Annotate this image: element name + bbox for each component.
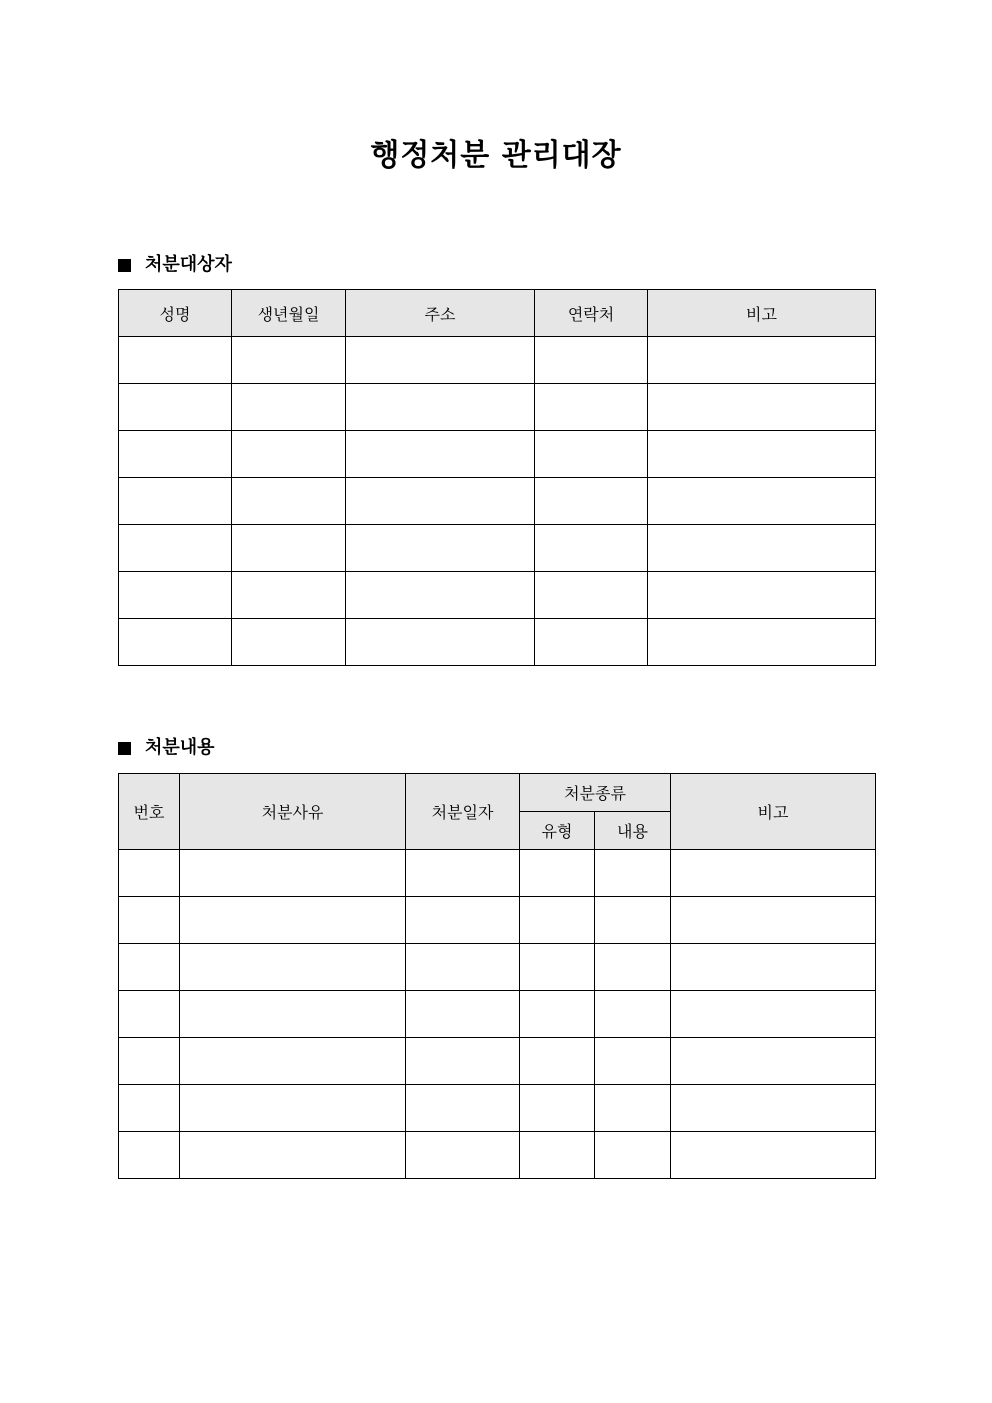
column-header-birthdate: 생년월일 (232, 290, 346, 337)
table-cell[interactable] (595, 991, 671, 1038)
table-cell[interactable] (595, 1132, 671, 1179)
table-row (119, 572, 876, 619)
column-header-name: 성명 (119, 290, 232, 337)
table-cell[interactable] (119, 1085, 180, 1132)
table-cell[interactable] (520, 1085, 595, 1132)
table-cell[interactable] (119, 944, 180, 991)
table-cell[interactable] (346, 619, 535, 666)
table-cell[interactable] (535, 478, 648, 525)
table-cell[interactable] (119, 1038, 180, 1085)
table-cell[interactable] (232, 478, 346, 525)
table-cell[interactable] (648, 337, 876, 384)
table-cell[interactable] (346, 525, 535, 572)
table-row (119, 619, 876, 666)
table-row (119, 431, 876, 478)
table-cell[interactable] (232, 431, 346, 478)
table-cell[interactable] (119, 1132, 180, 1179)
table-cell[interactable] (520, 944, 595, 991)
table-cell[interactable] (595, 1038, 671, 1085)
table-cell[interactable] (119, 619, 232, 666)
table-cell[interactable] (535, 384, 648, 431)
table-cell[interactable] (595, 1085, 671, 1132)
table-row (119, 897, 876, 944)
table-cell[interactable] (232, 384, 346, 431)
table-cell[interactable] (648, 431, 876, 478)
table-cell[interactable] (406, 897, 520, 944)
square-bullet-icon (118, 742, 131, 755)
table-cell[interactable] (406, 850, 520, 897)
table-cell[interactable] (119, 897, 180, 944)
column-header-kind-detail: 내용 (595, 812, 671, 850)
table-cell[interactable] (180, 850, 406, 897)
table-cell[interactable] (180, 991, 406, 1038)
table-cell[interactable] (535, 619, 648, 666)
table-row (119, 944, 876, 991)
table-row (119, 991, 876, 1038)
table-cell[interactable] (180, 944, 406, 991)
table-row (119, 1132, 876, 1179)
section-heading-subjects (118, 253, 232, 277)
column-header-address: 주소 (346, 290, 535, 337)
table-cell[interactable] (119, 572, 232, 619)
table-cell[interactable] (406, 991, 520, 1038)
table-cell[interactable] (520, 850, 595, 897)
table-cell[interactable] (535, 572, 648, 619)
table-row (119, 1038, 876, 1085)
table-header-row (119, 774, 876, 812)
table-cell[interactable] (671, 850, 876, 897)
table-cell[interactable] (406, 1132, 520, 1179)
table-cell[interactable] (648, 525, 876, 572)
column-header-kind-group: 처분종류 (520, 774, 671, 812)
column-header-date: 처분일자 (406, 774, 520, 850)
table-cell[interactable] (180, 897, 406, 944)
page-title: 행정처분 관리대장 (370, 138, 622, 173)
subjects-table (118, 289, 876, 666)
table-row (119, 525, 876, 572)
table-row (119, 478, 876, 525)
table-row (119, 384, 876, 431)
table-cell[interactable] (595, 897, 671, 944)
section-heading-label: 처분내용 (145, 737, 215, 758)
column-header-reason: 처분사유 (180, 774, 406, 850)
table-cell[interactable] (180, 1085, 406, 1132)
table-cell[interactable] (535, 431, 648, 478)
table-cell[interactable] (671, 944, 876, 991)
table-cell[interactable] (535, 525, 648, 572)
table-cell[interactable] (119, 850, 180, 897)
square-bullet-icon (118, 259, 131, 272)
table-row (119, 1085, 876, 1132)
table-cell[interactable] (520, 1132, 595, 1179)
table-cell[interactable] (671, 1038, 876, 1085)
table-cell[interactable] (406, 1038, 520, 1085)
column-header-remarks: 비고 (648, 290, 876, 337)
table-cell[interactable] (119, 337, 232, 384)
table-cell[interactable] (119, 384, 232, 431)
table-cell[interactable] (346, 384, 535, 431)
table-cell[interactable] (119, 991, 180, 1038)
column-header-remarks: 비고 (671, 774, 876, 850)
table-cell[interactable] (346, 478, 535, 525)
table-cell[interactable] (520, 991, 595, 1038)
table-cell[interactable] (648, 572, 876, 619)
table-cell[interactable] (232, 337, 346, 384)
table-cell[interactable] (648, 384, 876, 431)
table-row (119, 850, 876, 897)
table-cell[interactable] (671, 991, 876, 1038)
column-header-kind-type: 유형 (520, 812, 595, 850)
table-cell[interactable] (119, 431, 232, 478)
table-cell[interactable] (520, 897, 595, 944)
table-cell[interactable] (180, 1132, 406, 1179)
table-cell[interactable] (232, 619, 346, 666)
table-row (119, 337, 876, 384)
table-cell[interactable] (346, 431, 535, 478)
section-heading-actions (118, 736, 215, 760)
column-header-contact: 연락처 (535, 290, 648, 337)
table-cell[interactable] (648, 619, 876, 666)
table-cell[interactable] (671, 897, 876, 944)
table-cell[interactable] (346, 572, 535, 619)
table-cell[interactable] (232, 572, 346, 619)
table-cell[interactable] (119, 478, 232, 525)
table-cell[interactable] (595, 850, 671, 897)
table-cell[interactable] (520, 1038, 595, 1085)
table-cell[interactable] (648, 478, 876, 525)
column-header-number: 번호 (119, 774, 180, 850)
section-heading-label: 처분대상자 (145, 254, 232, 275)
table-cell[interactable] (535, 337, 648, 384)
table-cell[interactable] (671, 1085, 876, 1132)
table-header-row (119, 290, 876, 337)
table-cell[interactable] (671, 1132, 876, 1179)
table-cell[interactable] (119, 525, 232, 572)
table-cell[interactable] (232, 525, 346, 572)
table-cell[interactable] (406, 944, 520, 991)
table-cell[interactable] (595, 944, 671, 991)
table-cell[interactable] (180, 1038, 406, 1085)
actions-table (118, 773, 876, 1179)
table-cell[interactable] (346, 337, 535, 384)
table-cell[interactable] (406, 1085, 520, 1132)
